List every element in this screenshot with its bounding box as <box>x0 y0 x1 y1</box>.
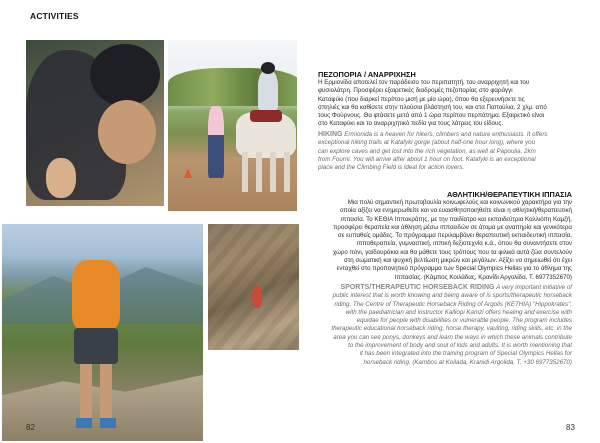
text-line: can explore caves and get lost into the rich vegetation, as well at Papoulia, 2km <box>318 147 536 155</box>
page-number-right: 83 <box>566 423 575 432</box>
text-line: equidae for people with disabilities or vulnerable people. The program includes <box>356 317 572 325</box>
text-line: ιπποθεραπεία, γυμναστική, ιππική δεξιοτεχνία κ.ά., όπου θα συναντήσετε στον <box>356 240 572 248</box>
text-line: ενταχθεί στο προπονητικό πρόγραμμα των Special Olympics Hellas για το άθλημα της <box>336 265 572 273</box>
text-line: φυσιολάτρη. Προσφέρει εξαιρετικές διαδρομές πεζοπορίας στο φαράγγι <box>318 87 513 95</box>
text-line: riding. The Centre of Therapeutic Horseback Riding of Argolis (KETHIA) "Hippokrates", <box>334 300 572 308</box>
text-line: ιππασία. Το ΚΕΘΙΑ Ιπποκράτης, με την παιδίατρο και εκπαιδεύτρια Καλλιόπη Καμζή, <box>340 215 572 223</box>
text-line: therapeutic educational horseback riding, horse therapy, vaulting, riding skills, etc. in the <box>331 325 572 333</box>
photo-child-closeup <box>24 38 166 208</box>
hiking-title-en: HIKING <box>318 131 343 138</box>
photo-climbing <box>206 222 301 352</box>
photo-child-hand <box>46 158 76 198</box>
text-line: Μια πολύ σημαντική πρωτοβουλία κοινωφελούς και κοινωνικού χαρακτήρα για την <box>347 199 572 206</box>
text-line: exceptional hiking trails at Katafyki gorge (about half-one hour long), where you <box>318 139 536 147</box>
text-line: τους Φούρνους. Θα φτάσετε μετά από 1 ώρα περίπου περπάτημα. Εξαιρετικό είναι <box>318 112 545 120</box>
photo-climber <box>252 286 262 308</box>
photo-girl-standing <box>208 106 224 178</box>
text-line: place and the Climbing Field is ideal for action lovers. <box>318 164 465 172</box>
photo-hiker-shoes <box>76 418 116 428</box>
photo-horse-riding <box>166 38 299 213</box>
photo-trees <box>168 68 299 106</box>
photo-child-face <box>98 100 156 164</box>
page-number-left: 82 <box>26 423 35 432</box>
text-line: χώρο πόνι, γαϊδουράκια και θα μάθετε τους τρόπους που τα φιλικά αυτά ζώα συντελούν <box>332 248 572 256</box>
text-line: στο Καταφύκι και το αναρριχητικό πεδίο για τους λάτρεις του είδους. <box>318 120 504 128</box>
photo-saddle <box>250 110 282 122</box>
photo-backpack <box>72 260 120 330</box>
section-label: ACTIVITIES <box>30 11 79 21</box>
photo-hiker-legs <box>80 364 112 420</box>
text-line: σε ευπαθείς ομάδες. Το πρόγραμμα περιλαμβάνει θεραπευτική εκπαιδευτική ιππασία, <box>337 232 572 240</box>
text-line: οποία αξίζει να ενημερωθείτε και να ευαισθητοποιηθείτε είναι η αθλητική/θεραπευτική <box>340 207 572 215</box>
text-line: to the improvement of body and soul of kids and adults. It is worth mentioning that <box>348 342 572 350</box>
riding-title-en: SPORTS/THERAPEUTIC HORSEBACK RIDING <box>340 284 495 291</box>
riding-title-gr: ΑΘΛΗΤΙΚΗ/ΘΕΡΑΠΕΥΤΙΚΗ ΙΠΠΑΣΙΑ <box>446 190 572 199</box>
text-line: public interest that is worth knowing and being aware of is sports/therapeutic horseback <box>332 292 572 300</box>
text-line: with the paediatrician and instructor Kalliopi Kamzi offers healing and exercise with <box>345 308 572 316</box>
text-line: σπηλιές και θα καθίσετε στην πλούσια βλάστησή του, και στα Παπούλια, 2 χλμ. από <box>318 103 547 111</box>
hiking-title-gr: ΠΕΖΟΠΟΡΙΑ / ΑΝΑΡΡΙΧΗΣΗ <box>318 70 416 79</box>
text-line: area you can see ponys, donkeys and learn the ways in which these animals contribute <box>333 333 572 341</box>
hiking-text-gr <box>318 79 572 129</box>
riding-text-en <box>318 284 572 367</box>
text-line: προσφέρει θεραπεία και άθληση μέσω ιπποειδών σε άτομα με αναπηρία και γενικότερα <box>333 223 572 231</box>
text-line: from Fourni. You will arrive after about 1 hour on foot. Katafyki is an exceptional <box>318 155 536 163</box>
photo-rider-helmet <box>261 62 275 74</box>
photo-hiker <box>0 222 205 443</box>
photo-rider <box>258 70 278 110</box>
riding-text-gr <box>318 199 572 282</box>
text-line: Καταφύκι (που διαρκεί περίπου μισή με μία ώρα), όπου θα εξερευνήσετε τις <box>318 95 525 103</box>
hiking-text-en <box>318 131 572 172</box>
text-line: Η Ερμιονίδα αποτελεί τον παράδεισο του περιπατητή, του αναρριχητή και του <box>318 79 530 86</box>
text-line: horseback riding. (Kambos at Koilada, Kranidi Argolida, T. +30 6977352670) <box>363 358 572 366</box>
photo-cone <box>184 168 192 178</box>
photo-horse-legs <box>242 152 290 192</box>
text-line: Ιππασίας. (Κάμπος Κοιλάδας, Κρανίδι Αργολίδα, Τ. 6977352670) <box>394 273 572 281</box>
photo-hiker-shorts <box>74 328 118 364</box>
text-line: it has been integrated into the training program of Special Olympics Hellas for <box>359 350 572 358</box>
text-line: στη σωματική και ψυχική βελτίωση μικρών και μεγάλων. Αξίζει να σημειωθεί ότι έχει <box>344 257 572 265</box>
text-line: Ermionida is a heaven for hikers, climbers and nature enthusiasts. It offers <box>344 131 548 138</box>
text-line: A very important initiative of <box>496 284 572 291</box>
photo-child-hat <box>90 44 160 106</box>
